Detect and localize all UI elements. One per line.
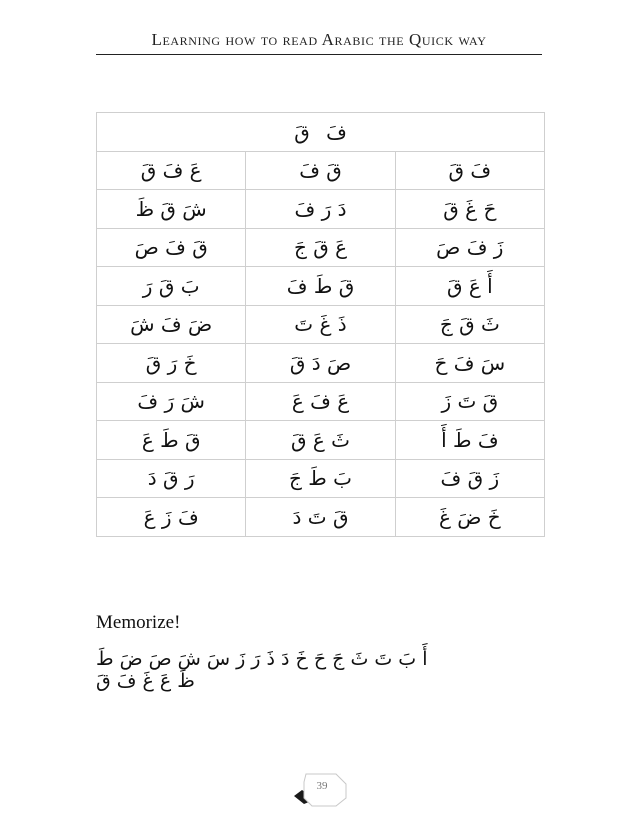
table-title-row — [97, 113, 545, 152]
alphabet-line: أَ بَ تَ ثَ جَ حَ خَ دَ ذَ رَ زَ سَ شَ صَ ضَ طَ ظَ عَ غَ فَ قَ — [96, 648, 428, 692]
table-cell: سَ فَ حَ — [395, 344, 544, 383]
table-cell: قَ طَ فَ — [246, 267, 395, 306]
table-cell: أَ عَ قَ — [395, 267, 544, 306]
table-row — [97, 228, 545, 267]
table-cell: شَ رَ فَ — [97, 382, 246, 421]
table-cell: شَ قَ ظَ — [97, 190, 246, 229]
table-cell: ثَ قَ جَ — [395, 305, 544, 344]
table-cell: فَ قَ — [395, 151, 544, 190]
table-cell: قَ طَ عَ — [97, 421, 246, 460]
table-row — [97, 459, 545, 498]
page-header-title: Learning how to read Arabic the Quick way — [151, 30, 487, 49]
table-cell: قَ فَ صَ — [97, 228, 246, 267]
table-cell: قَ تَ زَ — [395, 382, 544, 421]
table-cell: خَ رَ قَ — [97, 344, 246, 383]
table-cell: خَ ضَ غَ — [395, 498, 544, 537]
table-cell: قَ تَ دَ — [246, 498, 395, 537]
table-cell: فَ زَ عَ — [97, 498, 246, 537]
table-row — [97, 305, 545, 344]
table-cell: ضَ فَ شَ — [97, 305, 246, 344]
table-cell: صَ دَ قَ — [246, 344, 395, 383]
table-cell: عَ فَ قَ — [97, 151, 246, 190]
table-row — [97, 382, 545, 421]
table-row — [97, 190, 545, 229]
table-cell: رَ قَ دَ — [97, 459, 246, 498]
table-row — [97, 344, 545, 383]
table-cell: ذَ غَ تَ — [246, 305, 395, 344]
table-title: فَ قَ — [97, 113, 545, 152]
table-row — [97, 151, 545, 190]
table-cell: زَ قَ فَ — [395, 459, 544, 498]
table-cell: عَ فَ عَ — [246, 382, 395, 421]
table-cell: زَ فَ صَ — [395, 228, 544, 267]
table-cell: فَ طَ أَ — [395, 421, 544, 460]
table-cell: قَ فَ — [246, 151, 395, 190]
table-cell: بَ طَ جَ — [246, 459, 395, 498]
table-cell: حَ غَ قَ — [395, 190, 544, 229]
header-rule — [96, 54, 542, 55]
letters-table — [96, 112, 545, 537]
table-row — [97, 421, 545, 460]
memorize-label: Memorize! — [96, 612, 181, 633]
table-cell: ثَ عَ قَ — [246, 421, 395, 460]
table-row — [97, 498, 545, 537]
page-number: 39 — [316, 780, 328, 792]
table-row — [97, 267, 545, 306]
table-cell: بَ قَ رَ — [97, 267, 246, 306]
table-cell: دَ رَ فَ — [246, 190, 395, 229]
table-cell: عَ قَ جَ — [246, 228, 395, 267]
